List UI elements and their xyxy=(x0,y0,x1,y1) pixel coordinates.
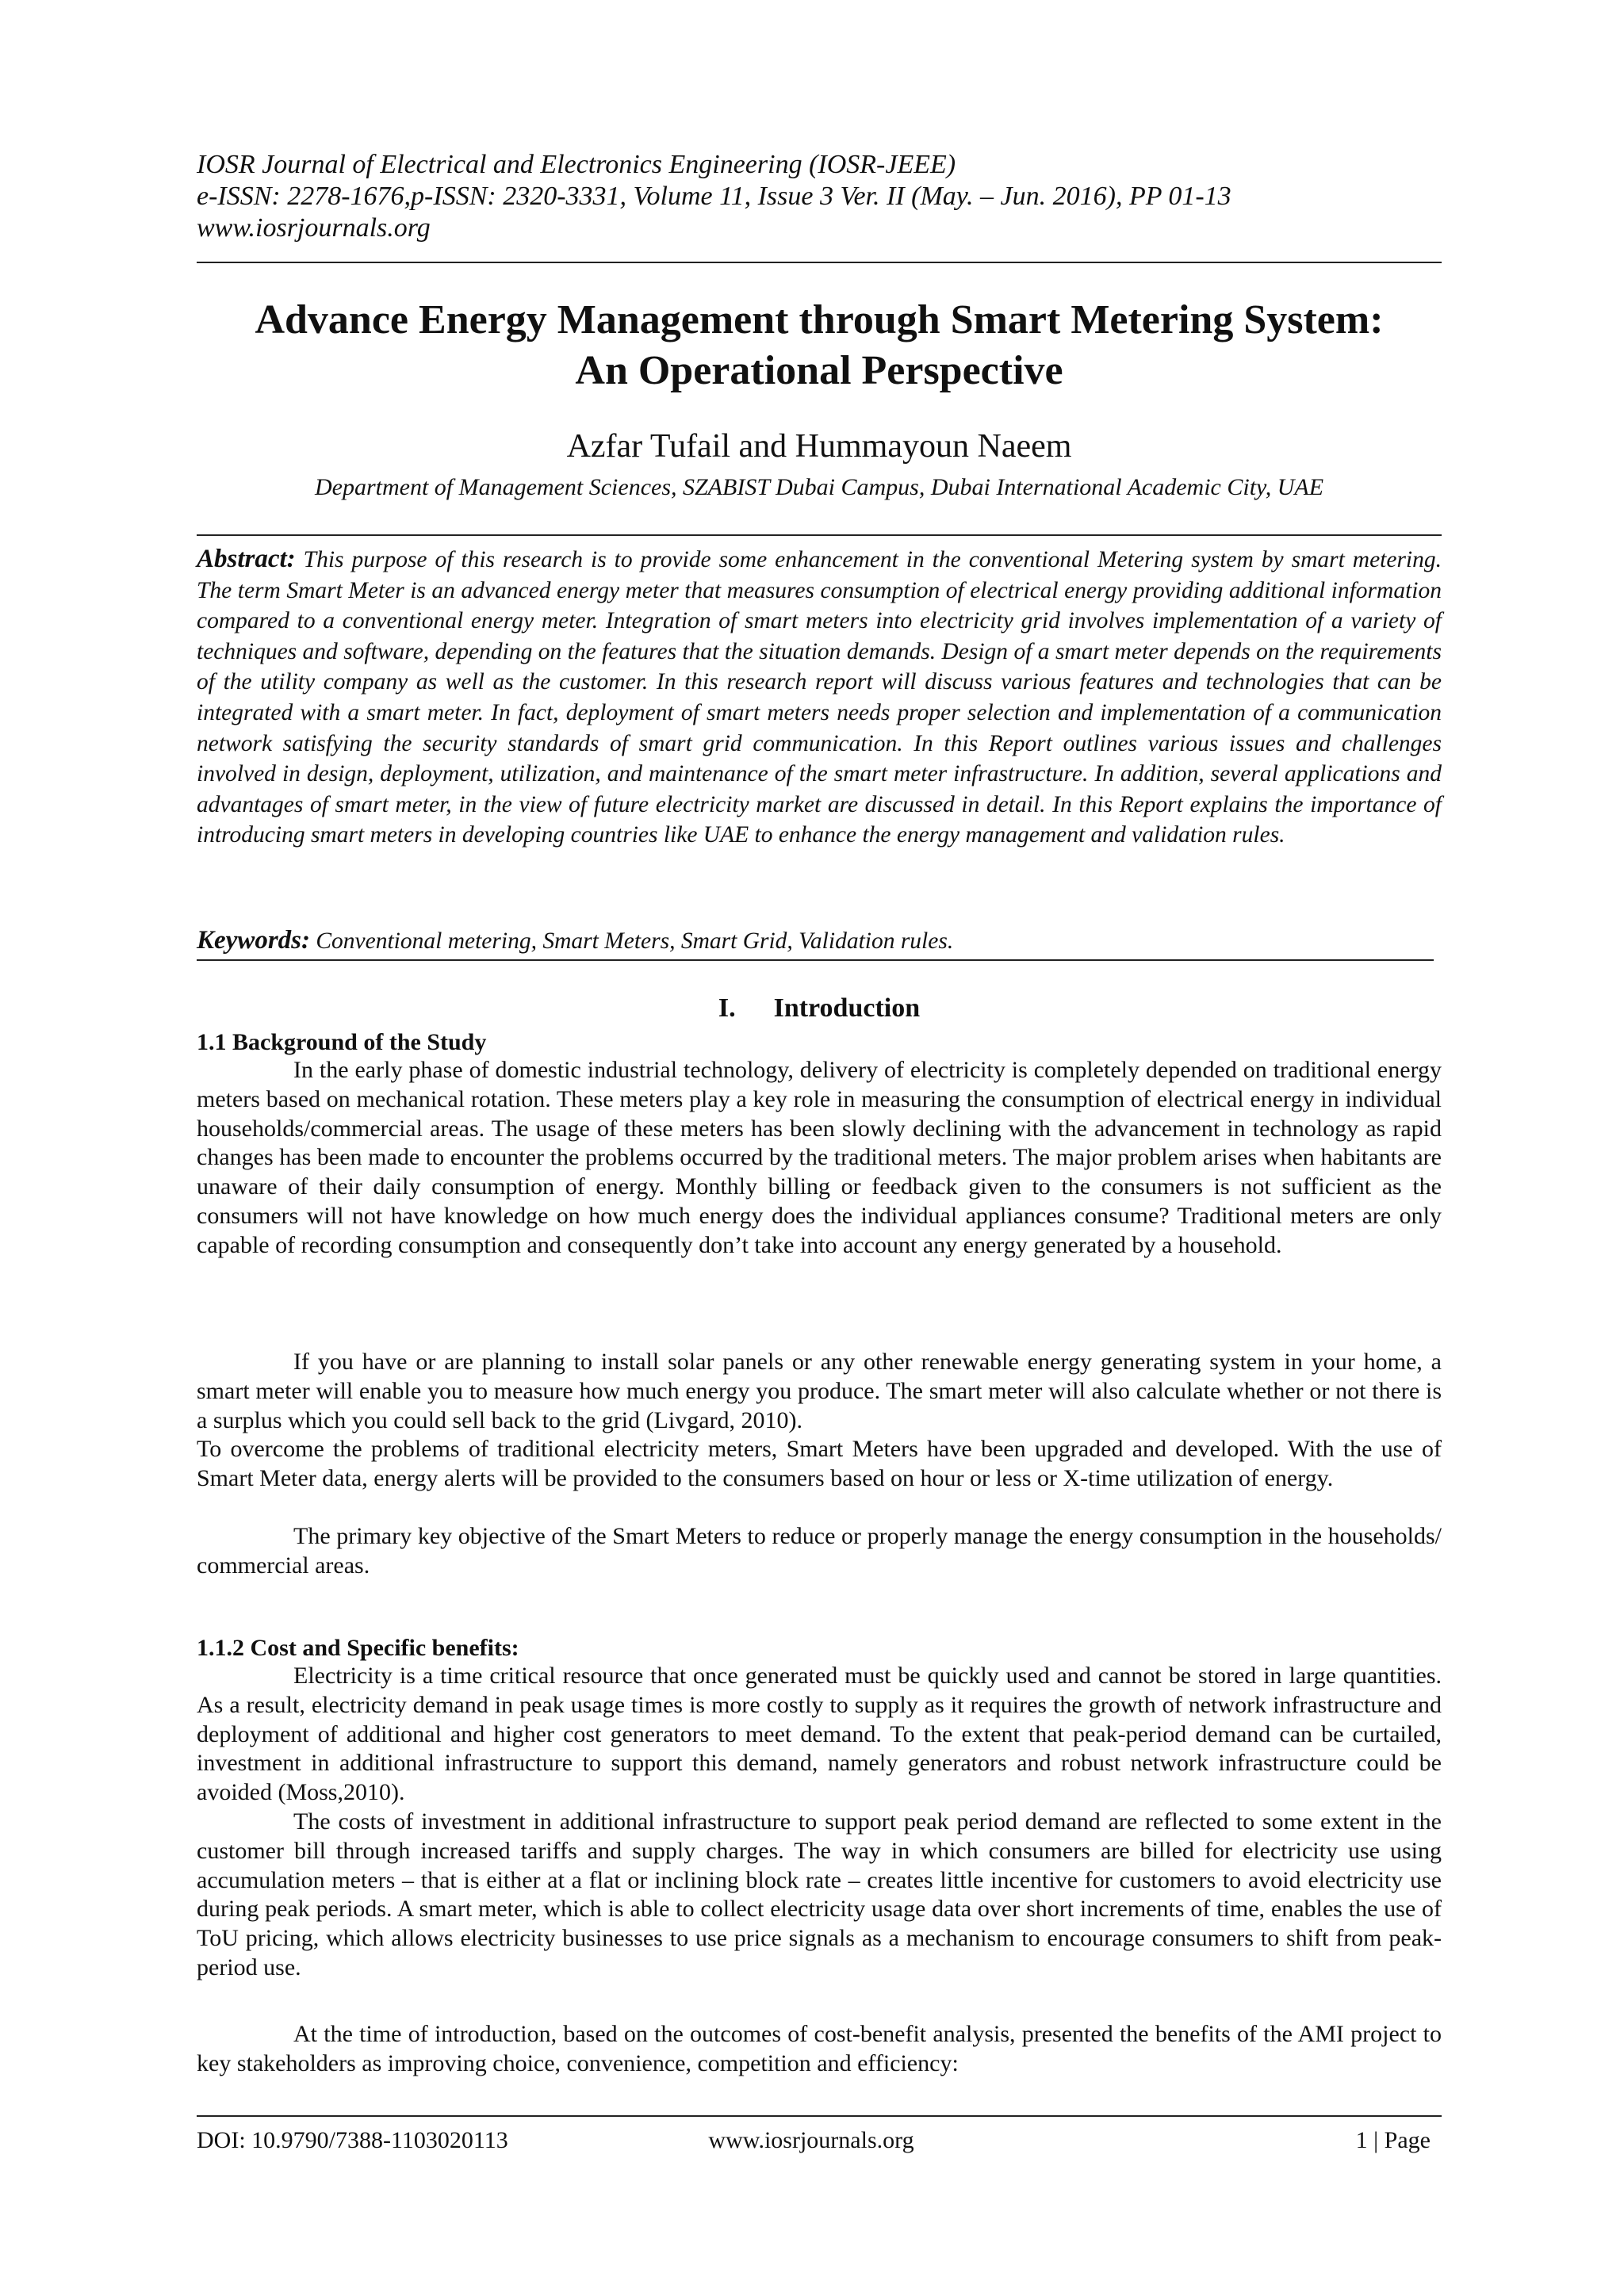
keywords xyxy=(197,924,1442,957)
abstract-top-divider xyxy=(197,534,1442,536)
title-line-1: Advance Energy Management through Smart Metering System: xyxy=(255,297,1384,342)
paragraph: The primary key objective of the Smart Meters to reduce or properly manage the energy consumption in the households/ commercial areas. xyxy=(197,1523,1442,1578)
footer-divider xyxy=(197,2115,1442,2117)
header-divider xyxy=(197,262,1442,263)
journal-name: IOSR Journal of Electrical and Electronics Engineering (IOSR-JEEE) xyxy=(197,150,956,179)
abstract xyxy=(197,544,1442,851)
affiliation: Department of Management Sciences, SZABIST Dubai Campus, Dubai International Academic City, UAE xyxy=(314,474,1324,500)
section-heading xyxy=(197,993,1442,1024)
footer-website: www.iosrjournals.org xyxy=(708,2127,914,2153)
journal-issn: e-ISSN: 2278-1676,p-ISSN: 2320-3331, Volume 11, Issue 3 Ver. II (May. – Jun. 2016), PP 01-13 xyxy=(197,182,1231,211)
authors: Azfar Tufail and Hummayoun Naeem xyxy=(566,428,1072,465)
paragraph: At the time of introduction, based on the outcomes of cost-benefit analysis, presented the benefits of the AMI project to key stakeholders as improving choice, convenience, competition and efficiency: xyxy=(197,2021,1442,2076)
page-number: 1 | Page xyxy=(1355,2127,1431,2153)
paragraph: In the early phase of domestic industrial technology, delivery of electricity is completely depended on traditional energy meters based on mechanical rotation. These meters play a key role in measuring the consumption of electrical energy in individual households/commercial areas. The usage of these meters has been slowly declining with the advancement in technology as rapid changes has been made to encounter the problems occurred by the traditional meters. The major problem arises when habitants are unaware of their daily consumption of energy. Monthly billing or feedback given to the consumers is not sufficient as the consumers will not have knowledge on how much energy does the individual appliances consume? Traditional meters are only capable of recording consumption and consequently don’t take into account any energy generated by a household. xyxy=(197,1057,1442,1258)
paragraph: Electricity is a time critical resource that once generated must be quickly used and cannot be stored in large quantities. As a result, electricity demand in peak usage times is more costly to supply as it requires the growth of network infrastructure and deployment of additional and higher cost generators to meet demand. To the extent that peak-period demand can be curtailed, investment in additional infrastructure to support this demand, namely generators and robust network infrastructure could be avoided (Moss,2010). xyxy=(197,1663,1442,1806)
journal-header xyxy=(197,149,1442,244)
keywords-label: Keywords: xyxy=(197,926,310,955)
abstract-label: Abstract: xyxy=(197,545,296,573)
subsection-heading-1-1: 1.1 Background of the Study xyxy=(197,1029,487,1055)
journal-website: www.iosrjournals.org xyxy=(197,213,431,243)
subsection-heading-1-1-2: 1.1.2 Cost and Specific benefits: xyxy=(197,1635,519,1661)
footer-doi: DOI: 10.9790/7388-1103020113 xyxy=(197,2127,508,2153)
keywords-text: Conventional metering, Smart Meters, Smart Grid, Validation rules. xyxy=(316,928,954,954)
section-number: I. xyxy=(718,993,736,1023)
paragraph: The costs of investment in additional infrastructure to support peak period demand are reflected to some extent in the customer bill through increased tariffs and supply charges. The way in which consumers are billed for electricity use using accumulation meters – that is either at a flat or inclining block rate – creates little incentive for customers to avoid electricity use during peak periods. A smart meter, which is able to collect electricity usage data over short increments of time, enables the use of ToU pricing, which allows electricity businesses to use price signals as a mechanism to encourage consumers to shift from peak-period use. xyxy=(197,1808,1442,1980)
paragraph: If you have or are planning to install solar panels or any other renewable energy generating system in your home, a smart meter will enable you to measure how much energy you produce. The smart meter will also calculate whether or not there is a surplus which you could sell back to the grid (Livgard, 2010). xyxy=(197,1349,1442,1433)
section-title: Introduction xyxy=(773,993,921,1023)
abstract-text: This purpose of this research is to provide some enhancement in the conventional Metering system by smart metering. The term Smart Meter is an advanced energy meter that measures consumption of electrical energy providing additional information compared to a conventional energy meter. Integration of smart meters into electricity grid involves implementation of a variety of techniques and software, depending on the features that the situation demands. Design of a smart meter depends on the requirements of the utility company as well as the customer. In this research report will discuss various features and technologies that can be integrated with a smart meter. In fact, deployment of smart meters needs proper selection and implementation of a communication network satisfying the security standards of smart grid communication. In this Report outlines various issues and challenges involved in design, deployment, utilization, and maintenance of the smart meter infrastructure. In addition, several applications and advantages of smart meter, in the view of future electricity market are discussed in detail. In this Report explains the importance of introducing smart meters in developing countries like UAE to enhance the energy management and validation rules. xyxy=(197,547,1442,848)
abstract-bottom-divider xyxy=(197,959,1434,961)
paper-title xyxy=(197,295,1442,396)
paragraph: To overcome the problems of traditional electricity meters, Smart Meters have been upgraded and developed. With the use of Smart Meter data, energy alerts will be provided to the consumers based on hour or less or X-time utilization of energy. xyxy=(197,1436,1442,1491)
title-line-2: An Operational Perspective xyxy=(575,348,1063,393)
